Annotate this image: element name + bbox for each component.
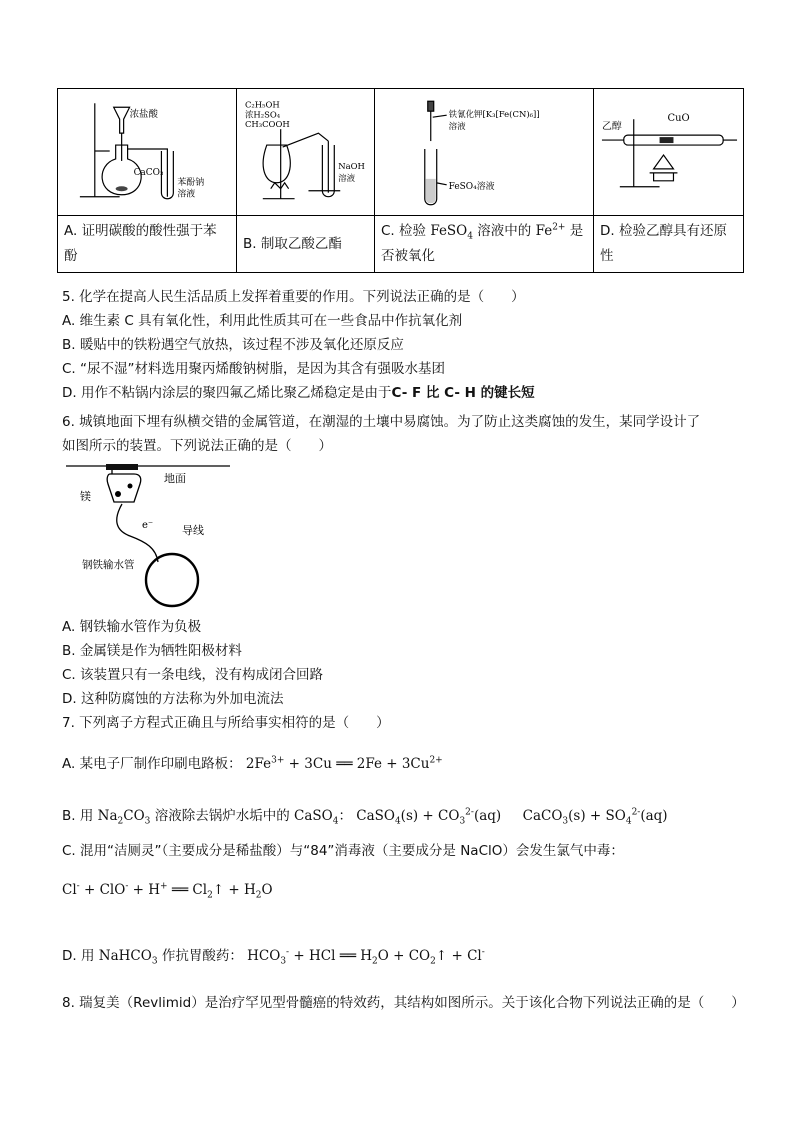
caption-a: A. 证明碳酸的酸性强于苯酚: [58, 216, 237, 273]
label-h2so4: 浓H₂SO₄: [244, 109, 281, 120]
label-naoh: NaOH: [338, 160, 365, 171]
q6-label-electron: e⁻: [142, 520, 154, 531]
q5-stem: 5. 化学在提高人民生活品质上发挥着重要的作用。下列说法正确的是（ ）: [62, 289, 525, 305]
q6-label-mg: 镁: [80, 490, 91, 503]
q5-option-d-suffix: C- F 比 C- H 的键长短: [391, 385, 535, 401]
apparatus-d: [594, 89, 744, 216]
caption-c-mid: 溶液中的: [477, 223, 532, 239]
label-ethanol-d: 乙醇: [601, 121, 622, 133]
label-ethanol: C₂H₅OH: [244, 99, 280, 110]
apparatus-table: [57, 88, 744, 273]
q8-stem: 8. 瑞复美（Revlimid）是治疗罕见型骨髓癌的特效药，其结构如图所示。关于该化合物下列说法正确的是（ ）: [62, 995, 745, 1011]
q7-option-a-equation: $2Fe^{3+} + 3Cu$ ══ $2Fe + 3Cu^{2+}$: [245, 755, 443, 772]
q7-option-b-equation: CaSO$_4$(s) + $CO_3^{2-}(aq)$ CaCO$_3$(s) + $SO_4^{2-}(aq)$: [356, 807, 668, 827]
q5-option-c: C. “尿不湿”材料选用聚丙烯酸钠树脂，是因为其含有强吸水基团: [62, 361, 445, 377]
label-c-solution: 溶液: [448, 121, 466, 132]
q7-option-a: [62, 754, 443, 774]
q6-figure: [60, 458, 260, 608]
apparatus-c-drawing: [375, 89, 593, 215]
q7-option-d-nahco3: NaHCO$_3$: [98, 948, 158, 967]
label-a-solution: 溶液: [177, 189, 196, 200]
apparatus-c: [375, 89, 594, 216]
apparatus-b: [237, 89, 375, 216]
q6-stem-line1: 6. 城镇地面下埋有纵横交错的金属管道，在潮湿的土壤中易腐蚀。为了防止这类腐蚀的发生，某同学设计了: [62, 414, 701, 430]
caption-c-suffix: 是否被氧化: [381, 223, 584, 264]
q5-option-b: B. 暖贴中的铁粉遇空气放热，该过程不涉及氧化还原反应: [62, 337, 404, 353]
q6-stem-line2: 如图所示的装置。下列说法正确的是（ ）: [62, 438, 332, 454]
apparatus-a-drawing: [58, 89, 236, 215]
caption-c: [375, 216, 594, 273]
apparatus-a: [58, 89, 237, 216]
q7-stem: 7. 下列离子方程式正确且与所给事实相符的是（ ）: [62, 715, 390, 731]
q7-option-c: C. 混用“洁厕灵”（主要成分是稀盐酸）与“84”消毒液（主要成分是 NaClO）会发生氯气中毒：: [62, 843, 624, 859]
q7-option-b-caso4: CaSO$_4$: [294, 808, 339, 827]
q6-label-pipe: 钢铁输水管: [82, 559, 135, 571]
q6-option-d: D. 这种防腐蚀的方法称为外加电流法: [62, 691, 284, 707]
q5-option-a: A. 维生素 C 具有氧化性，利用此性质其可在一些食品中作抗氧化剂: [62, 313, 463, 329]
q7-option-d-text-b: 作抗胃酸药：: [161, 948, 243, 964]
q6-option-b: B. 金属镁是作为牺牲阳极材料: [62, 643, 242, 659]
q6-option-a: A. 钢铁输水管作为负极: [62, 619, 202, 635]
q7-option-d-text-a: D. 用: [62, 948, 95, 964]
caption-d: D. 检验乙醇具有还原性: [594, 216, 744, 273]
apparatus-d-drawing: [594, 89, 743, 215]
caption-b: B. 制取乙酸乙酯: [237, 216, 375, 273]
label-conc-hcl: 浓盐酸: [129, 109, 158, 121]
q5-option-d-prefix: D. 用作不粘锅内涂层的聚四氟乙烯比聚乙烯稳定是由于: [62, 385, 392, 401]
q7-option-b-text-c: ：: [338, 808, 352, 824]
label-b-solution: 溶液: [338, 172, 356, 183]
q7-option-d: [62, 946, 485, 966]
q6-option-c: C. 该装置只有一条电线，没有构成闭合回路: [62, 667, 324, 683]
label-caco3: CaCO₃: [133, 167, 164, 178]
q6-label-wire: 导线: [182, 524, 204, 537]
label-cuo: CuO: [667, 113, 690, 125]
label-acetic-acid: CH₃COOH: [244, 119, 290, 130]
apparatus-b-drawing: [237, 89, 374, 215]
caption-c-fe2: $Fe^{2+}$: [535, 222, 566, 239]
q7-option-b-na2co3: $Na_2CO_3$: [97, 808, 151, 827]
q5-option-d: [62, 383, 535, 403]
q7-option-b-text-b: 溶液除去锅炉水垢中的: [154, 808, 290, 824]
q7-option-c-equation: Cl- + ClO- + H+ ══ $Cl_2↑ + H_2O$: [62, 881, 273, 901]
caption-c-feso4: FeSO$_4$: [430, 223, 473, 242]
q6-label-ground: 地面: [164, 472, 186, 485]
label-feso4: FeSO₄溶液: [448, 181, 495, 192]
q7-option-b: [62, 806, 668, 826]
q7-option-d-equation: $HCO_3^-$ + HCl ══ $H_2O$ + $CO_2↑ + Cl^-$: [247, 947, 485, 967]
label-phenoxide: 苯酚钠: [177, 177, 205, 188]
q7-option-a-text: A. 某电子厂制作印刷电路板：: [62, 756, 242, 772]
label-ferricyanide: 铁氰化钾[K₃[Fe(CN)₆]]: [448, 109, 540, 120]
caption-c-prefix: C. 检验: [381, 223, 427, 239]
q7-option-b-text-a: B. 用: [62, 808, 94, 824]
